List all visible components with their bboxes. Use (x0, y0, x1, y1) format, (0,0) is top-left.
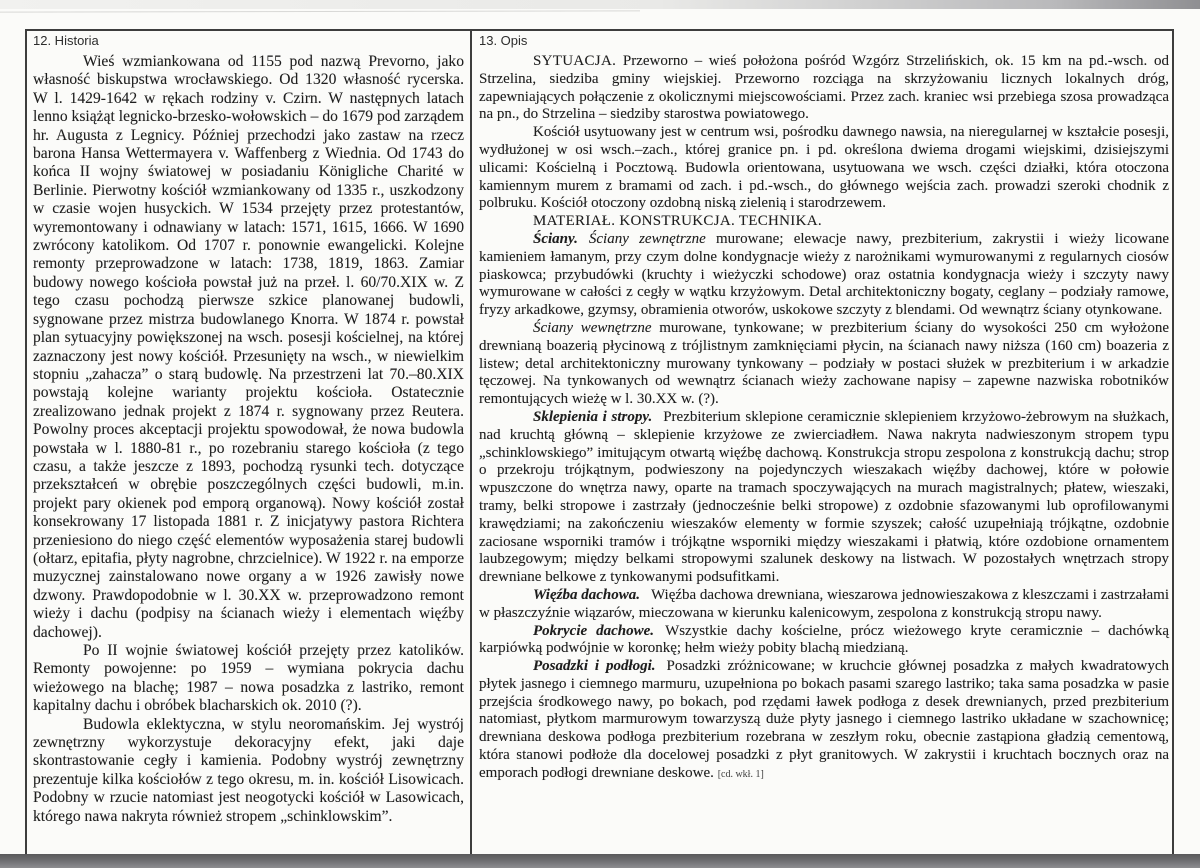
pokrycie-text: Wszystkie dachy kościelne, prócz wieżowego kryte ceramicznie – dachówką karpiówką podwójnie w koronkę; hełm wieży pobity blachą miedzianą. (479, 622, 1169, 657)
opis-section-header-material: MATERIAŁ. KONSTRUKCJA. TECHNIKA. (533, 213, 822, 230)
field-label-historia: 12. Historia (33, 33, 99, 48)
scan-edge-bottom (0, 854, 1200, 868)
historia-paragraph-history: Wieś wzmiankowana od 1155 pod nazwą Prevorno, jako własność biskupstwa wrocławskiego. Od 1320 własność rycerska. W l. 1429-1642 w rękach rodziny v. Czirn. W następnych latach lenno książąt legnicko-brzesko-wołowskich – do 1679 pod zarządem hr. Augusta z Legnicy. Później przechodzi jako zastaw na rzecz barona Hansa Wettermayera v. Waffenberg z Wiednia. Od 1743 do końca II wojny światowej w posiadaniu Königliche Charité w Berlinie. Pierwotny kościół wzmiankowany od 1335 r., uszkodzony w czasie wojen husyckich. W 1534 przejęty przez protestantów, wyremontowany i odnawiany w latach: 1571, 1615, 1666. W 1690 zwrócony katolikom. Od 1707 r. ponownie ewangelicki. Kolejne remonty przeprowadzone w latach: 1738, 1819, 1863. Zamiar budowy nowego kościoła powstał już na przeł. l. 60/70.XIX w. Z tego czasu pochodzą pierwsze szkice planowanej budowli, sygnowane przez mistrza budowlanego Knorra. W 1874 r. powstał plan sytuacyjny powiększonej na wsch. posesji kościelnej, na której zaznaczony jest nowy kościół. Przesunięty na wsch., w niewielkim stopniu „zahacza” o starą budowlę. Na przestrzeni lat 70.–80.XIX powstają kolejne warianty projektu kościoła. Ostatecznie zrealizowano jednak projekt z 1874 r. sygnowany przez Reutera. Powolny proces akceptacji projektu spowodował, że nowa budowla powstała w l. 1880-81 r., po rozebraniu starego kościoła (z tego czasu, a także jeszcze z 1893, pochodzą rysunki tech. dotyczące przekształceń w obrębie poszczególnych części budowli, m.in. projekt pary okienek pod emporą organową). Nowy kościół został konsekrowany 17 listopada 1881 r. Z inicjatywy pastora Richtera przeniesiono do niego część elementów wyposażenia starej budowli (ołtarz, epitafia, płyty nagrobne, chrzcielnice). W 1922 r. na emporze muzycznej zainstalowano nowe organy a w 1926 zawisły nowe dzwony. Prawdopodobnie w l. 30.XX w. przeprowadzono remont wieży i dachu (podpisy na ścianach wieży i elementach więźby dachowej). (33, 53, 464, 641)
posadzki-lead: Posadzki i podłogi. (533, 658, 656, 675)
opis-paragraph-posadzki (479, 658, 1169, 784)
form-column-divider (470, 29, 472, 854)
form-right-border (1172, 29, 1174, 854)
opis-paragraph-pokrycie (479, 623, 1169, 659)
posadzki-text: Posadzki zróżnicowane; w kruchcie głównej posadzka z małych kwadratowych płytek jasnego i ciemnego marmuru, uzupełniona po bokach pasami szarego lastriko; taka sama posadzka w pasie przejścia środkowego nawy, po bokach, pod rzędami ławek podłoga z desek drewnianych, przed prezbiterium natomiast, płytkom marmurowym towarzyszą duże płyty jasnego i ciemnego lastriko układane w szachownicę; drewniana deskowa podłoga prezbiterium rozebrana w zeszłym roku, obecnie zastąpiona gładzią cementową, która stanowi podłoże dla docelowej posadzki z płyt granitowych. W zakrystii i kruchtach bocznych oraz na emporach podłogi drewniane deskowe. (479, 658, 1169, 781)
historia-paragraph-postwar: Po II wojnie światowej kościół przejęty przez katolików. Remonty powojenne: po 1959 – wymiana pokrycia dachu wieżowego na blachę; 1987 – nowa posadzka z lastriko, remont kapitalny dachu i obróbek blacharskich ok. 2010 (?). (33, 642, 464, 715)
sytuacja-section-label: SYTUACJA. (533, 53, 617, 69)
continuation-note: [cd. wkł. 1] (717, 768, 764, 780)
opis-paragraph-sytuacja (479, 53, 1169, 124)
field-label-opis: 13. Opis (479, 33, 528, 48)
field-historia (33, 33, 464, 826)
historia-paragraph-style: Budowla eklektyczna, w stylu neoromańskim. Jej wystrój zewnętrzny wykorzystuje dekoracyjny efekt, jaki daje skontrastowanie cegły i kamienia. Podobny wystrój zewnętrzny prezentuje kilka kościołów z tego okresu, m. in. kościół Lisowicach. Podobny w rzucie natomiast jest neogotycki kościół w Lasowicach, którego nawa nakryta również stropem „schinklowskim”. (33, 715, 464, 825)
sciany-text: murowane; elewacje nawy, prezbiterium, zakrystii i wieży licowane kamieniem łamanym, przy czym dolne kondygnacje wieży z narożnikami wymurowanymi z regularnych ciosów piaskowca; przybudówki (kruchty i wieżyczki schodowe) oraz ostatnia kondygnacja wieży i szczyty nawy wymurowane w całości z cegły w wątku krzyżowym. Detal architektoniczny bogaty, ceglany – podziały ramowe, fryzy arkadkowe, gzymsy, obramienia otworów, uskokowe szczyty z blendami. Od wewnątrz ściany otynkowane. (479, 230, 1170, 319)
opis-paragraph-wiezba (479, 587, 1169, 623)
field-opis (479, 33, 1169, 784)
sytuacja-text: Przeworno – wieś położona pośród Wzgórz Strzelińskich, ok. 15 km na pd.-wsch. od Strzelina, siedziba gminy wiejskiej. Przeworno rozciąga na skrzyżowaniu licznych lokalnych dróg, zapewniających połączenie z okolicznymi miejscowościami. Przez zach. kraniec wsi przebiega szosa prowadząca na pn., do Strzelina – siedziby starostwa powiatowego. (479, 53, 1169, 123)
opis-paragraph-sklepienia (479, 409, 1169, 587)
opis-paragraph-usytuowanie: Kościół usytuowany jest w centrum wsi, pośrodku dawnego nawsia, na nieregularnej w kształcie posesji, wydłużonej w osi wsch.–zach., której granice pn. i pd. określona dwiema drogami wiejskimi, dzisiejszymi ulicami: Kościelną i Pocztową. Budowla orientowana, usytuowana we wsch. części działki, która otoczona kamiennym murem z bramami od zach. i pd.-wsch., do głównego wejścia zach. prowadzi szeroki chodnik z polbruku. Kościół otoczony ozdobną niską zielenią i starodrzewem. (479, 124, 1169, 212)
pokrycie-lead: Pokrycie dachowe. (533, 622, 655, 639)
sciany-wewnetrzne-subhead: Ściany wewnętrzne (533, 319, 652, 336)
historia-text-block (33, 53, 464, 826)
opis-text-block (479, 53, 1169, 784)
wiezba-lead: Więźba dachowa. (533, 586, 640, 603)
sciany-wewnetrzne-text: murowane, tynkowane; w prezbiterium ściany do wysokości 250 cm wyłożone drewnianą boazerią płycinową z trójlistnym zamknięciami płycin, na ścianach nawy niższa (160 cm) boazeria z listew; detal architektoniczny murowany tynkowany – podziały w postaci służek w prezbiterium i w arkadzie tęczowej. Na tynkowanych od wewnątrz ścianach wieży zachowane napisy – zapewne nazwiska robotników remontujących wieżę w l. 30.XX w. (?). (479, 319, 1169, 408)
opis-paragraph-sciany (479, 231, 1169, 320)
sklepienia-lead: Sklepienia i stropy. (533, 408, 653, 425)
form-top-rule (25, 29, 1174, 31)
sklepienia-text: Prezbiterium sklepione ceramicznie sklepieniem krzyżowo-żebrowym na służkach, nad kruchtą główną – sklepienie krzyżowe ze zwierciadłem. Nawa nakryta nadwieszonym stropem typu „schinklowskiego” imitującym otwartą więźbę dachową. Konstrukcja stropu zespolona z konstrukcją dachu; strop o przekroju trójkątnym, podwieszony na pojedynczych wieszakach więźby dachowej, które w połowie wpuszczone do wnętrza nawy, oparte na tramach spoczywających na murach magistralnych; płatew, wieszaki, tramy, belki stropowe i zastrzały (jednocześnie belki stropowe) z ozdobnie sfazowanymi lub oprofilowanymi krawędziami; na zakończeniu wieszaków elementy w formie szyszek; całość uzupełniają trójkątne, ozdobnie zaciosane wsporniki tramów i trójkątne wsporniki między wieszakami i płatwią, które ozdobione ornamentem laubzegowym; między belkami stropowymi szalunek deskowy na listwach. W pozostałych wnętrzach stropy drewniane belkowe z tynkowanymi podsufitkami. (479, 408, 1169, 586)
opis-paragraph-sciany-wewnetrzne (479, 320, 1169, 409)
wiezba-text: Więźba dachowa drewniana, wieszarowa jednowieszakowa z kleszczami i zastrzałami w płaszczyźnie wiązarów, mieczowana w kierunku kalenicowym, zespolona z konstrukcją stropu nawy. (479, 586, 1169, 621)
form-left-border (25, 29, 27, 854)
scan-edge-top (0, 0, 1200, 9)
sciany-lead: Ściany. (533, 230, 578, 247)
scan-edge-top-line (0, 10, 640, 12)
sciany-zewnetrzne-subhead: Ściany zewnętrzne (588, 230, 706, 247)
